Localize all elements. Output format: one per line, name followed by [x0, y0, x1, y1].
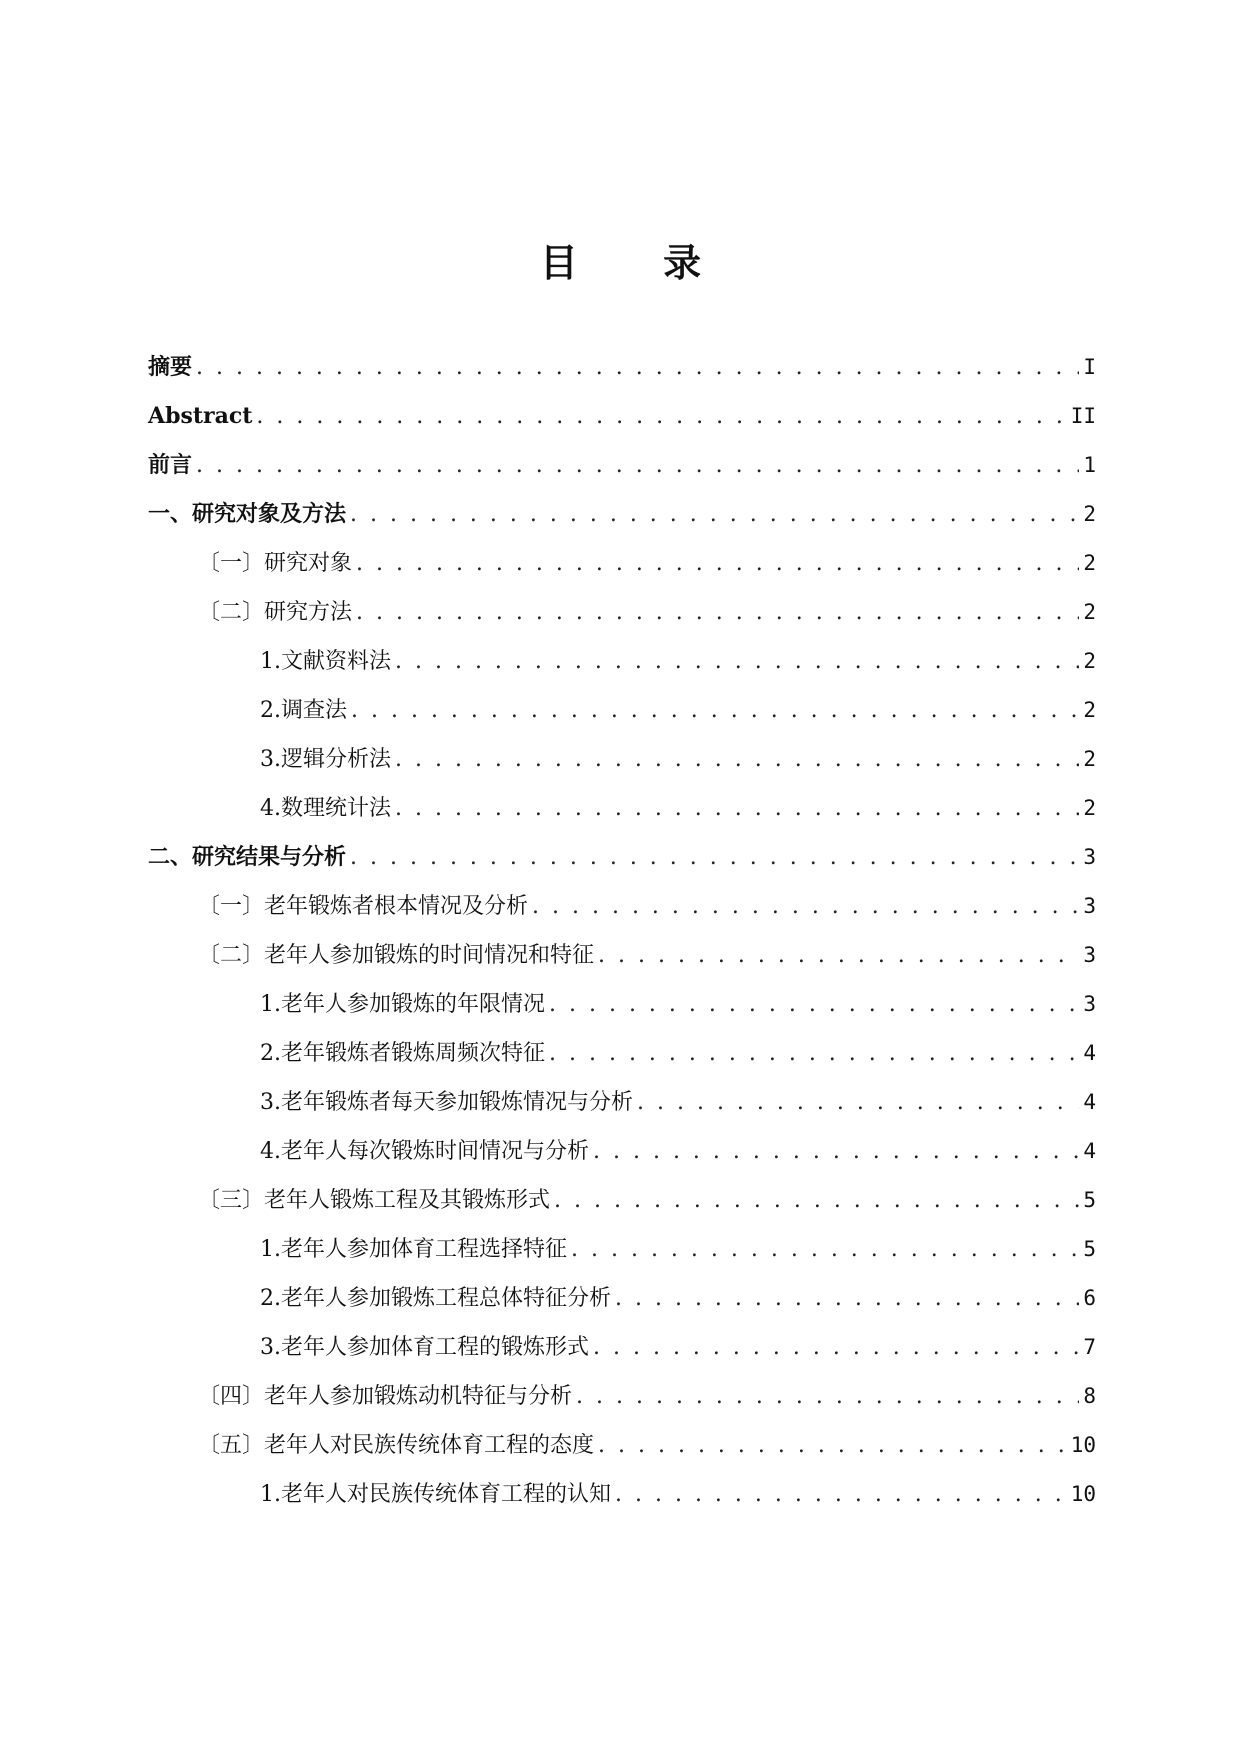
- toc-entry-page-number: 5: [1083, 1188, 1096, 1212]
- toc-entry[interactable]: [148, 931, 1096, 980]
- toc-leader-dots: [554, 1176, 1079, 1225]
- toc-entry-label: 1.老年人对民族传统体育工程的认知: [260, 1482, 611, 1507]
- toc-entry[interactable]: [148, 1127, 1096, 1176]
- toc-entry-page-number: 6: [1083, 1286, 1096, 1310]
- toc-entry-label: 4.数理统计法: [260, 796, 391, 821]
- toc-entry-page-number: 3: [1083, 943, 1096, 967]
- toc-entry[interactable]: [148, 588, 1096, 637]
- toc-leader-dots: [615, 1274, 1079, 1323]
- toc-leader-dots: [351, 686, 1079, 735]
- toc-entry-page-number: I: [1083, 355, 1096, 379]
- toc-entry-page-number: 3: [1083, 992, 1096, 1016]
- toc-entry-page-number: 3: [1083, 894, 1096, 918]
- toc-entry-page-number: 2: [1083, 600, 1096, 624]
- toc-entry-label: Abstract: [148, 403, 253, 429]
- toc-entry-page-number: 1: [1083, 453, 1096, 477]
- toc-entry[interactable]: [148, 1029, 1096, 1078]
- toc-entry[interactable]: [148, 392, 1096, 441]
- toc-entry-page-number: 2: [1083, 747, 1096, 771]
- toc-entry-page-number: 5: [1083, 1237, 1096, 1261]
- toc-leader-dots: [256, 392, 1066, 441]
- toc-entry-label: 2.调查法: [260, 698, 347, 723]
- toc-leader-dots: [598, 1421, 1067, 1470]
- toc-entry-page-number: 2: [1083, 502, 1096, 526]
- toc-entry-page-number: 2: [1083, 649, 1096, 673]
- toc-entry-label: 1.老年人参加体育工程选择特征: [260, 1237, 567, 1262]
- toc-entry[interactable]: [148, 980, 1096, 1029]
- toc-entry-page-number: 4: [1083, 1041, 1096, 1065]
- toc-entry-label: 3.老年人参加体育工程的锻炼形式: [260, 1335, 589, 1360]
- toc-entry-page-number: 2: [1083, 551, 1096, 575]
- toc-entry-label: 〔五〕老年人对民族传统体育工程的态度: [198, 1433, 595, 1458]
- toc-entry-label: 1.文献资料法: [260, 649, 391, 674]
- toc-leader-dots: [196, 343, 1079, 392]
- toc-entry[interactable]: [148, 1470, 1096, 1519]
- toc-leader-dots: [549, 980, 1079, 1029]
- toc-entry-label: 一、研究对象及方法: [148, 501, 347, 527]
- toc-entry[interactable]: [148, 441, 1096, 490]
- toc-entry-label: 3.老年锻炼者每天参加锻炼情况与分析: [260, 1090, 633, 1115]
- toc-entry[interactable]: [148, 735, 1096, 784]
- toc-entry[interactable]: [148, 784, 1096, 833]
- toc-leader-dots: [637, 1078, 1079, 1127]
- toc-entry-label: 〔一〕老年锻炼者根本情况及分析: [198, 894, 529, 919]
- toc-entry[interactable]: [148, 490, 1096, 539]
- toc-entry-page-number: 10: [1070, 1482, 1096, 1506]
- toc-entry-page-number: 2: [1083, 698, 1096, 722]
- toc-entry[interactable]: [148, 1274, 1096, 1323]
- toc-entry-page-number: 10: [1070, 1433, 1096, 1457]
- toc-entry[interactable]: [148, 1421, 1096, 1470]
- toc-entry-label: 2.老年人参加锻炼工程总体特征分析: [260, 1286, 611, 1311]
- toc-leader-dots: [356, 539, 1079, 588]
- toc-entry[interactable]: [148, 539, 1096, 588]
- toc-entry[interactable]: [148, 1176, 1096, 1225]
- toc-entry[interactable]: [148, 1372, 1096, 1421]
- toc-title: 目 录: [539, 240, 738, 285]
- toc-entry-page-number: 4: [1083, 1090, 1096, 1114]
- toc-entry-page-number: II: [1070, 404, 1096, 428]
- toc-entry-label: 〔三〕老年人锻炼工程及其锻炼形式: [198, 1188, 551, 1213]
- toc-leader-dots: [598, 931, 1079, 980]
- toc-leader-dots: [576, 1372, 1079, 1421]
- toc-entry-label: 摘要: [148, 354, 193, 380]
- toc-leader-dots: [571, 1225, 1079, 1274]
- toc-leader-dots: [532, 882, 1079, 931]
- toc-entry-page-number: 8: [1083, 1384, 1096, 1408]
- toc-entry-label: 〔二〕老年人参加锻炼的时间情况和特征: [198, 943, 595, 968]
- toc-entry[interactable]: [148, 1323, 1096, 1372]
- toc-entry-label: 〔二〕研究方法: [198, 600, 353, 625]
- toc-list: [148, 343, 1096, 1519]
- toc-entry-page-number: 2: [1083, 796, 1096, 820]
- toc-entry[interactable]: [148, 882, 1096, 931]
- toc-entry-label: 〔一〕研究对象: [198, 551, 353, 576]
- toc-entry-label: 〔四〕老年人参加锻炼动机特征与分析: [198, 1384, 573, 1409]
- toc-entry[interactable]: [148, 637, 1096, 686]
- toc-leader-dots: [549, 1029, 1079, 1078]
- toc-entry-page-number: 4: [1083, 1139, 1096, 1163]
- toc-entry-page-number: 3: [1083, 845, 1096, 869]
- toc-entry-label: 前言: [148, 452, 193, 478]
- toc-entry-page-number: 7: [1083, 1335, 1096, 1359]
- toc-entry-label: 1.老年人参加锻炼的年限情况: [260, 992, 545, 1017]
- toc-leader-dots: [356, 588, 1079, 637]
- toc-leader-dots: [395, 637, 1079, 686]
- toc-leader-dots: [395, 784, 1079, 833]
- toc-entry[interactable]: [148, 833, 1096, 882]
- toc-leader-dots: [593, 1323, 1079, 1372]
- toc-entry[interactable]: [148, 1225, 1096, 1274]
- toc-leader-dots: [395, 735, 1079, 784]
- toc-entry-label: 3.逻辑分析法: [260, 747, 391, 772]
- toc-leader-dots: [350, 490, 1079, 539]
- toc-leader-dots: [196, 441, 1079, 490]
- toc-leader-dots: [350, 833, 1079, 882]
- toc-entry[interactable]: [148, 686, 1096, 735]
- toc-entry-label: 4.老年人每次锻炼时间情况与分析: [260, 1139, 589, 1164]
- toc-entry-label: 2.老年锻炼者锻炼周频次特征: [260, 1041, 545, 1066]
- toc-leader-dots: [615, 1470, 1067, 1519]
- toc-entry[interactable]: [148, 343, 1096, 392]
- toc-leader-dots: [593, 1127, 1079, 1176]
- toc-entry[interactable]: [148, 1078, 1096, 1127]
- toc-entry-label: 二、研究结果与分析: [148, 844, 347, 870]
